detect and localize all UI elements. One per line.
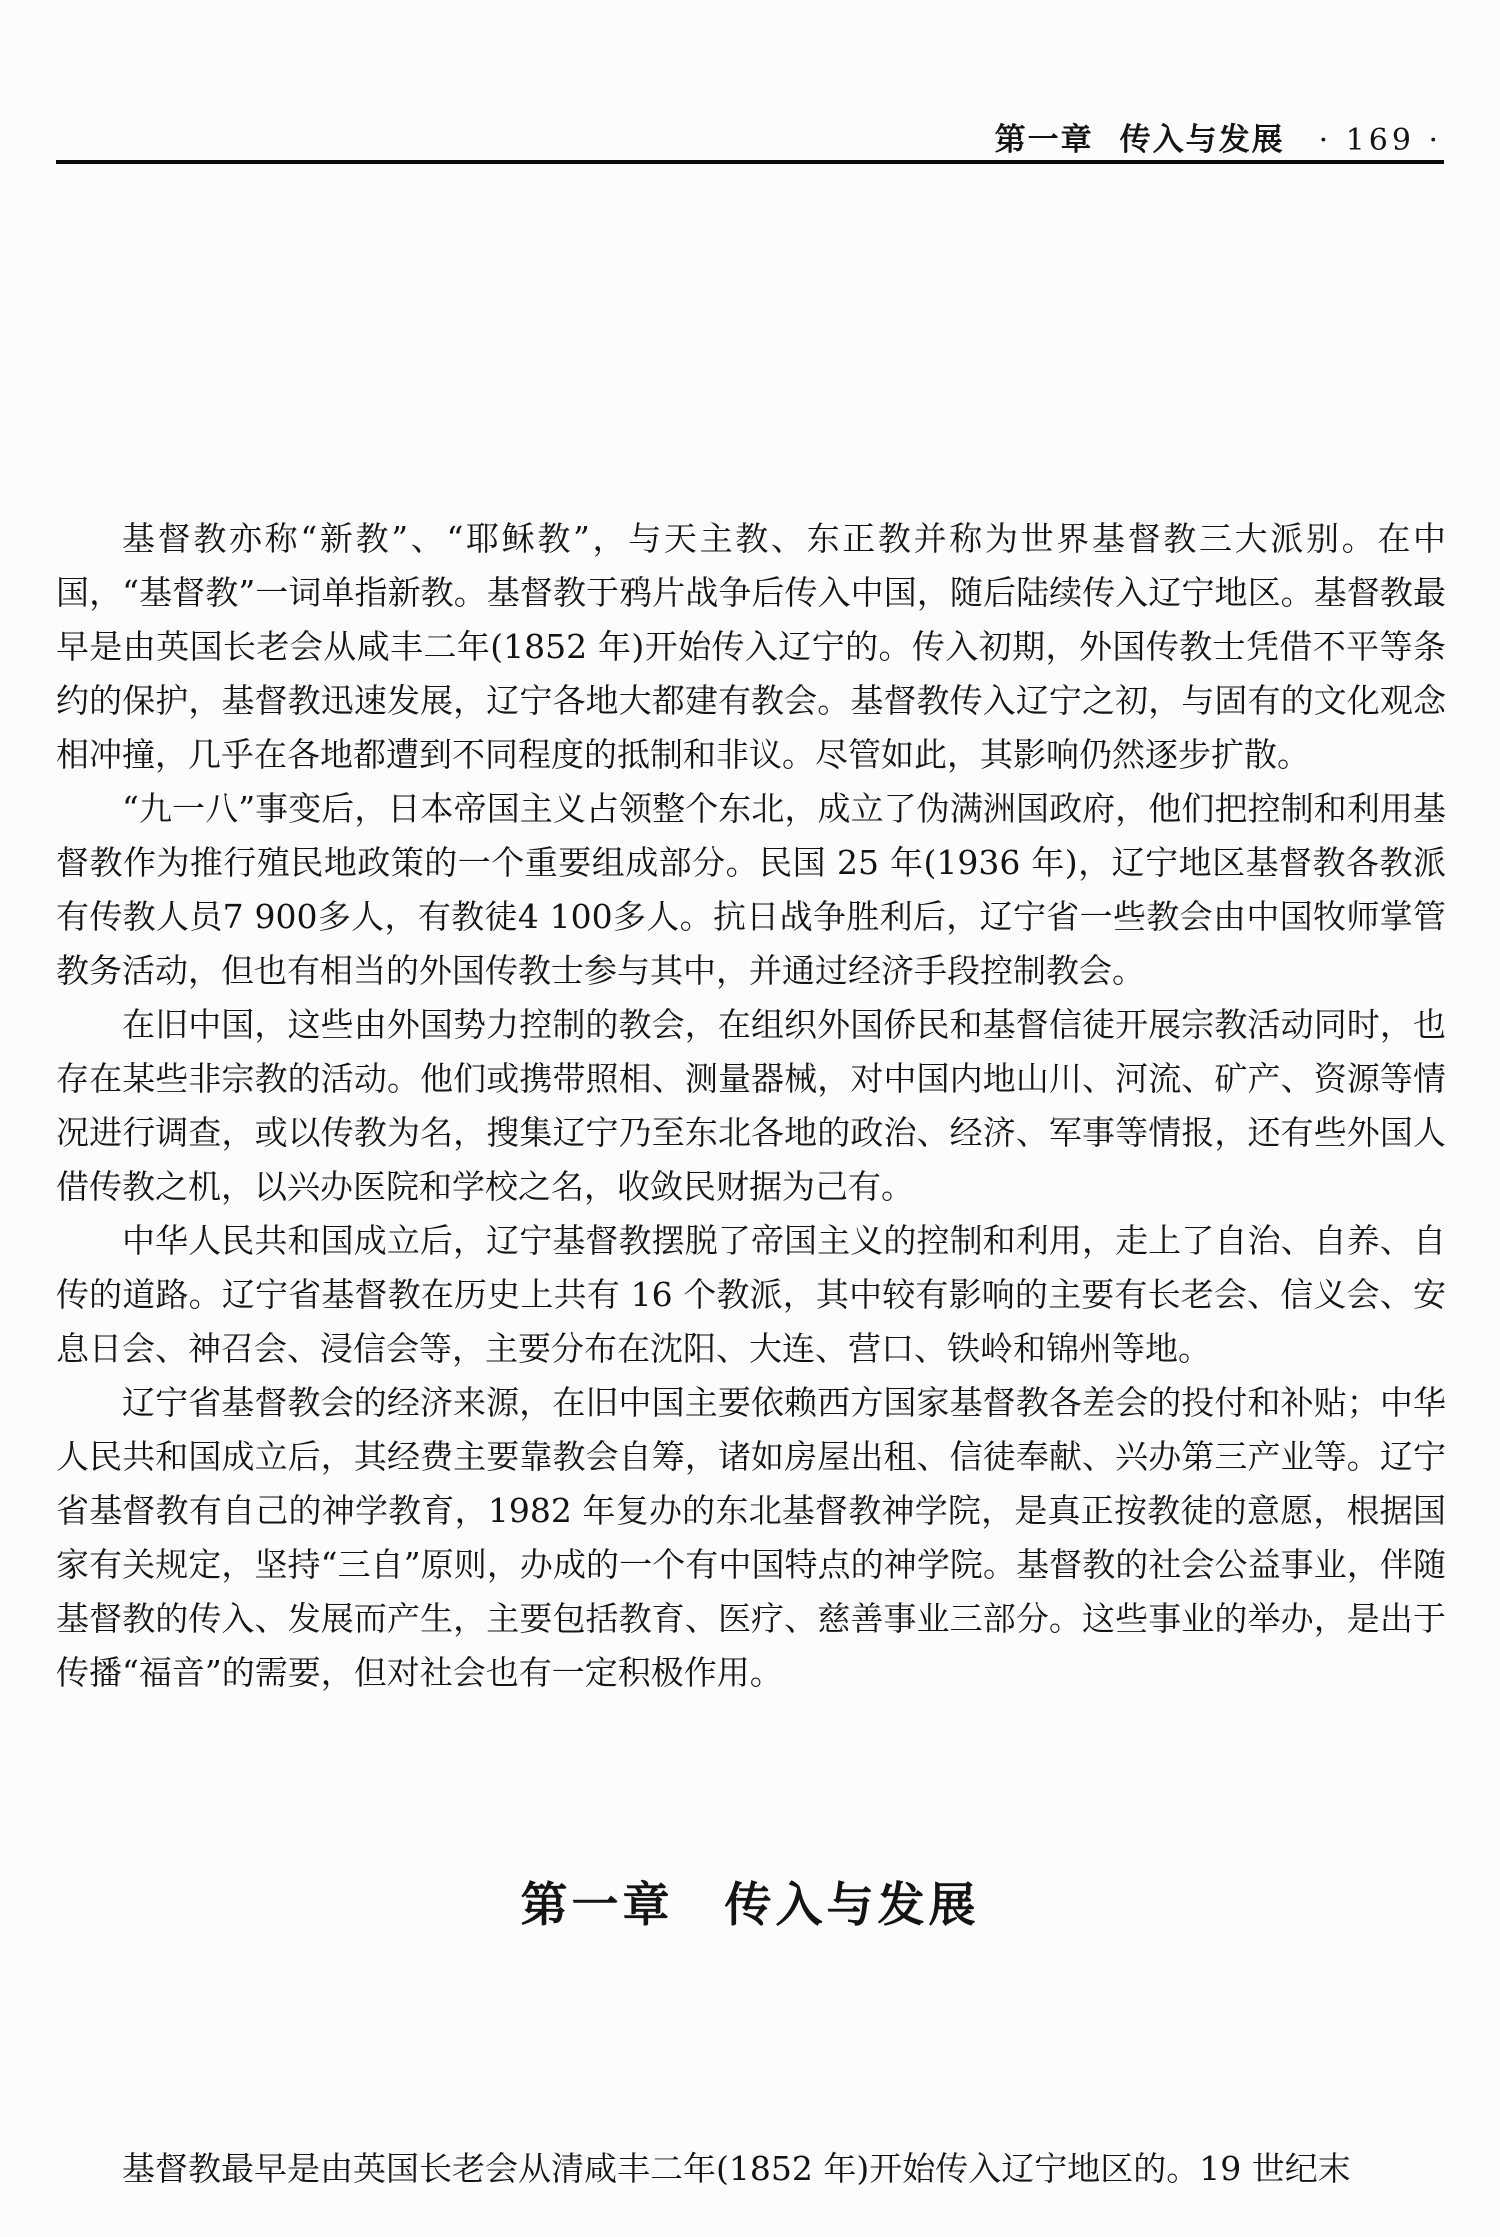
footer-paragraph: 基督教最早是由英国长老会从清咸丰二年(1852 年)开始传入辽宁地区的。19 世纪末	[122, 2149, 1351, 2188]
header-page-number: · 169 ·	[1318, 123, 1442, 158]
header-rule	[56, 160, 1444, 164]
page-header	[995, 114, 1442, 159]
header-chapter-label: 第一章	[994, 122, 1094, 158]
paragraph-4: 中华人民共和国成立后，辽宁基督教摆脱了帝国主义的控制和利用，走上了自治、自养、自传的道路。辽宁省基督教在历史上共有 16 个教派，其中较有影响的主要有长老会、信义会、安息日会、神召会、浸信会等，主要分布在沈阳、大连、营口、铁岭和锦州等地。	[56, 1221, 1446, 1368]
body-text	[56, 512, 1446, 1700]
footer-text	[56, 2142, 1446, 2196]
paragraph-5: 辽宁省基督教会的经济来源，在旧中国主要依赖西方国家基督教各差会的投付和补贴；中华人民共和国成立后，其经费主要靠教会自筹，诸如房屋出租、信徒奉献、兴办第三产业等。辽宁省基督教有自己的神学教育，1982 年复办的东北基督教神学院，是真正按教徒的意愿，根据国家有关规定，坚持“三自”原则，办成的一个有中国特点的神学院。基督教的社会公益事业，伴随基督教的传入、发展而产生，主要包括教育、医疗、慈善事业三部分。这些事业的举办，是出于传播“福音”的需要，但对社会也有一定积极作用。	[56, 1383, 1446, 1692]
header-chapter-title: 传入与发展	[1119, 122, 1285, 158]
chapter-heading: 第一章 传入与发展	[520, 1878, 980, 1933]
paragraph-1: 基督教亦称“新教”、“耶稣教”，与天主教、东正教并称为世界基督教三大派别。在中国，“基督教”一词单指新教。基督教于鸦片战争后传入中国，随后陆续传入辽宁地区。基督教最早是由英国长老会从咸丰二年(1852 年)开始传入辽宁的。传入初期，外国传教士凭借不平等条约的保护，基督教迅速发展，辽宁各地大都建有教会。基督教传入辽宁之初，与固有的文化观念相冲撞，几乎在各地都遭到不同程度的抵制和非议。尽管如此，其影响仍然逐步扩散。	[56, 519, 1446, 774]
paragraph-2: “九一八”事变后，日本帝国主义占领整个东北，成立了伪满洲国政府，他们把控制和利用基督教作为推行殖民地政策的一个重要组成部分。民国 25 年(1936 年)，辽宁地区基督教各教派有传教人员7 900多人，有教徒4 100多人。抗日战争胜利后，辽宁省一些教会由中国牧师掌管教务活动，但也有相当的外国传教士参与其中，并通过经济手段控制教会。	[56, 789, 1446, 990]
paragraph-3: 在旧中国，这些由外国势力控制的教会，在组织外国侨民和基督信徒开展宗教活动同时，也存在某些非宗教的活动。他们或携带照相、测量器械，对中国内地山川、河流、矿产、资源等情况进行调查，或以传教为名，搜集辽宁乃至东北各地的政治、经济、军事等情报，还有些外国人借传教之机，以兴办医院和学校之名，收敛民财据为己有。	[56, 1005, 1446, 1206]
